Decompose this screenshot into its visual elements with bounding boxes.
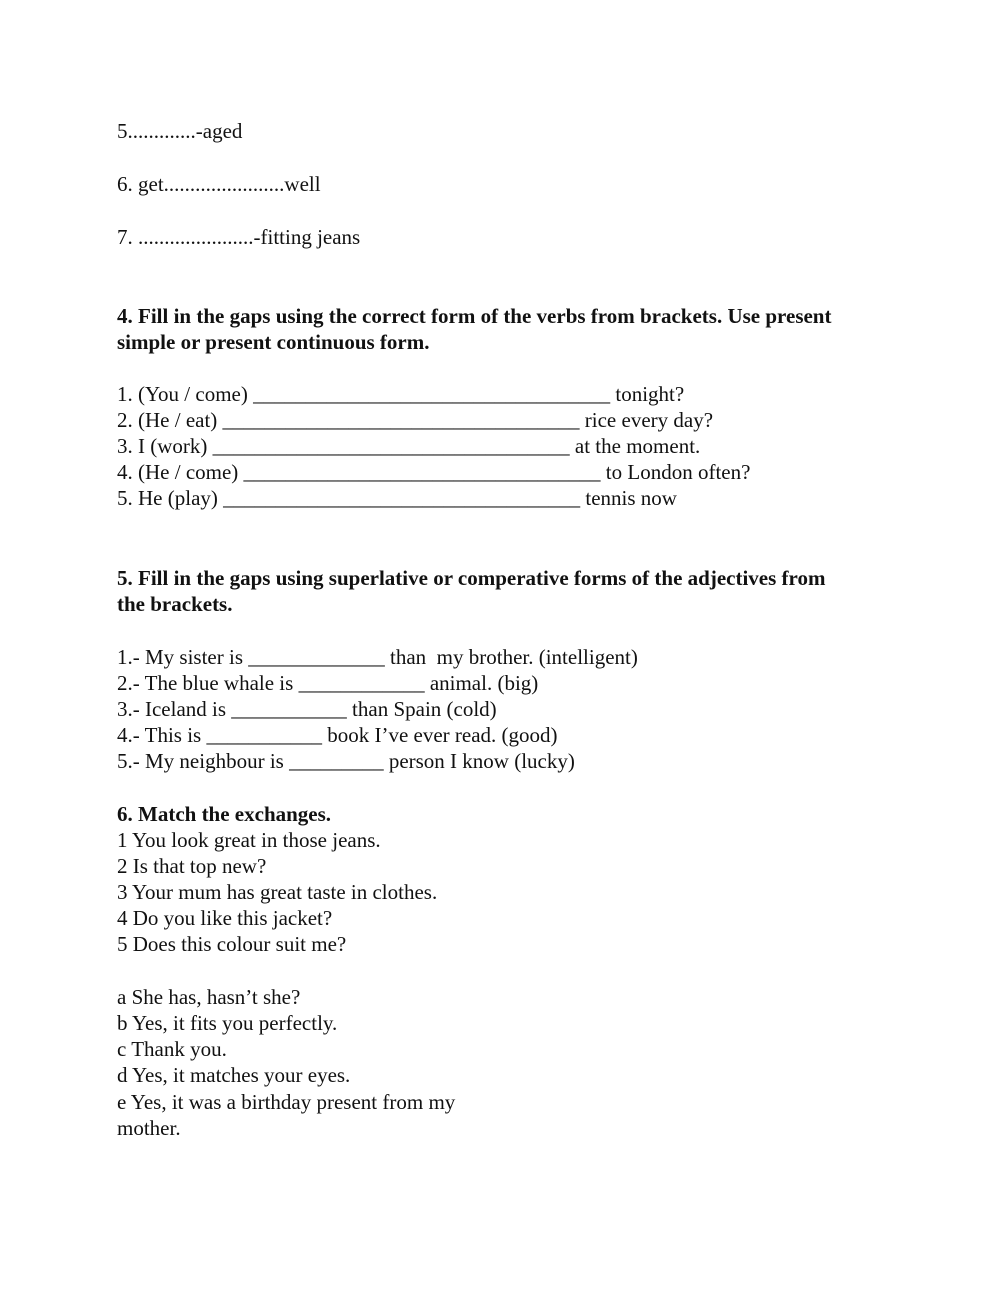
section5-item-3: 3.- Iceland is ___________ than Spain (cold) xyxy=(117,697,497,721)
section6-prompt-3: 3 Your mum has great taste in clothes. xyxy=(117,880,438,904)
section6-answer-b: b Yes, it fits you perfectly. xyxy=(117,1011,338,1035)
section6-answer-e-line1: e Yes, it was a birthday present from my xyxy=(117,1090,456,1114)
section5-item-4: 4.- This is ___________ book I’ve ever read. (good) xyxy=(117,723,558,747)
section4-item-5: 5. He (play) __________________________________ tennis now xyxy=(117,486,677,510)
section6-prompt-1: 1 You look great in those jeans. xyxy=(117,828,381,852)
section4-item-1: 1. (You / come) __________________________________ tonight? xyxy=(117,382,685,406)
section3-item-5: 5.............-aged xyxy=(117,119,243,143)
section4-item-3: 3. I (work) __________________________________ at the moment. xyxy=(117,434,701,458)
section5-heading: 5. Fill in the gaps using superlative or comperative forms of the adjectives from the brackets. xyxy=(117,566,826,616)
section6-answer-c: c Thank you. xyxy=(117,1037,227,1061)
section6-prompt-2: 2 Is that top new? xyxy=(117,854,267,878)
section3-item-7: 7. ......................-fitting jeans xyxy=(117,225,361,249)
section6-answer-e-line2: mother. xyxy=(117,1116,181,1140)
section5-item-5: 5.- My neighbour is _________ person I know (lucky) xyxy=(117,749,575,773)
section3-item-6: 6. get.......................well xyxy=(117,172,321,196)
section6-heading: 6. Match the exchanges. xyxy=(117,802,332,826)
section4-item-4: 4. (He / come) __________________________________ to London often? xyxy=(117,460,751,484)
section5-item-2: 2.- The blue whale is ____________ animal. (big) xyxy=(117,671,539,695)
section6-prompt-4: 4 Do you like this jacket? xyxy=(117,906,333,930)
section5-item-1: 1.- My sister is _____________ than my brother. (intelligent) xyxy=(117,645,638,669)
section6-answer-a: a She has, hasn’t she? xyxy=(117,985,301,1009)
section4-heading: 4. Fill in the gaps using the correct form of the verbs from brackets. Use present simple or present continuous form. xyxy=(117,304,832,354)
section6-prompt-5: 5 Does this colour suit me? xyxy=(117,932,347,956)
section6-answer-d: d Yes, it matches your eyes. xyxy=(117,1063,351,1087)
section4-item-2: 2. (He / eat) __________________________________ rice every day? xyxy=(117,408,714,432)
